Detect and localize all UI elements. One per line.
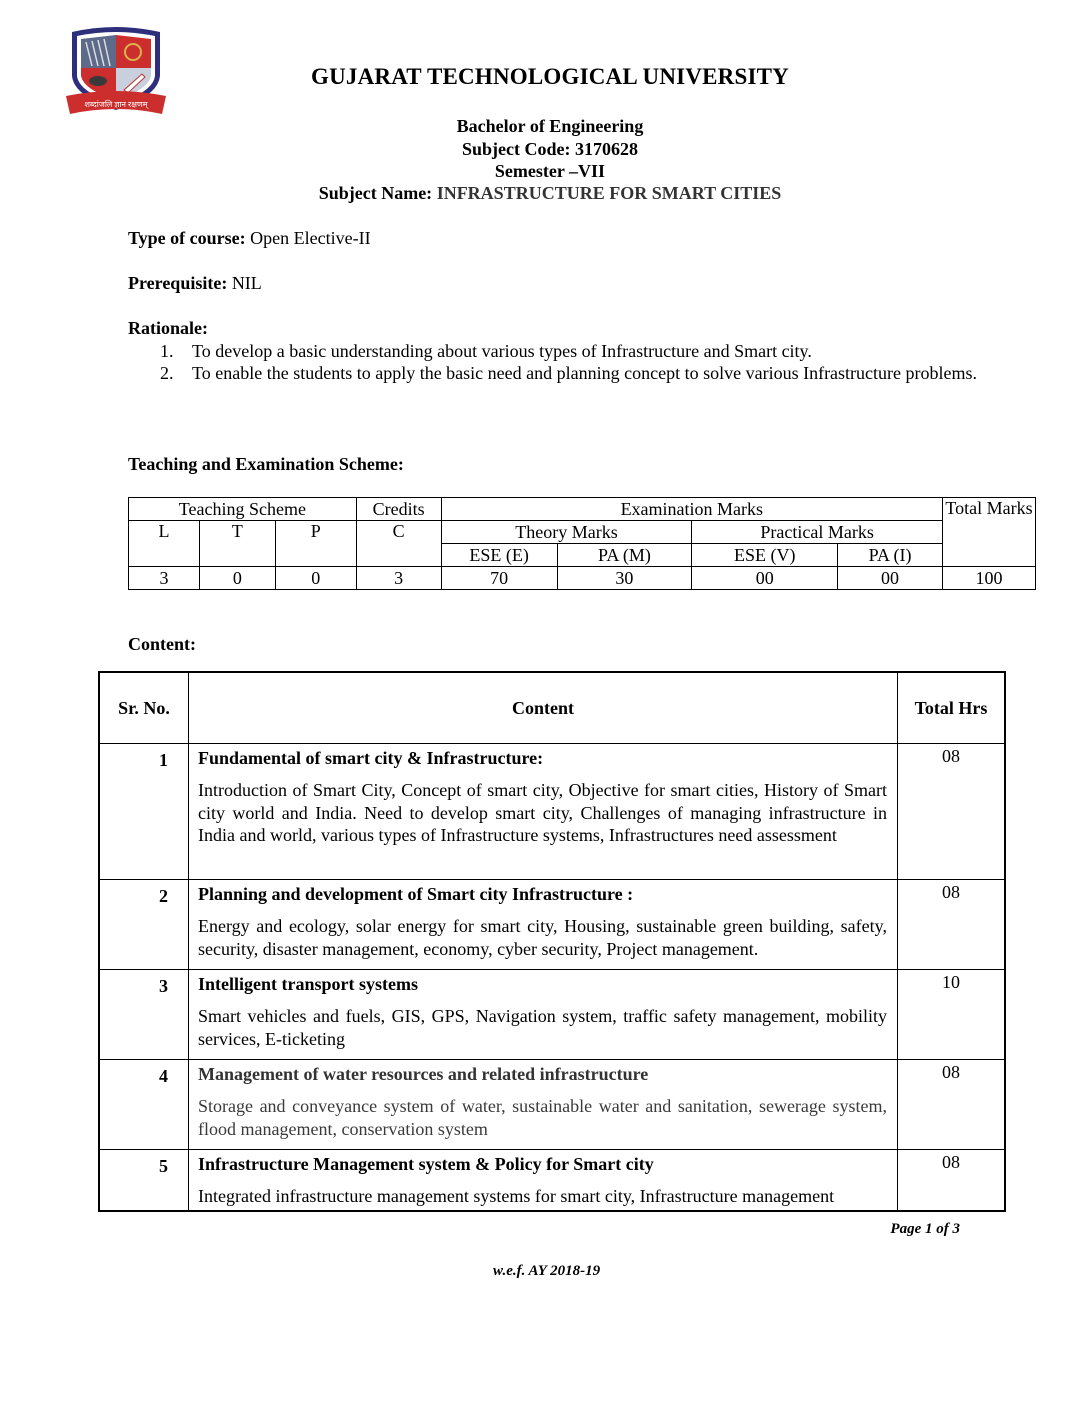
sr-no: 1: [99, 744, 189, 880]
pa-i-value: 00: [838, 567, 943, 590]
hours: 08: [898, 880, 1006, 970]
sr-no: 5: [99, 1150, 189, 1211]
ese-e-header: ESE (E): [441, 544, 557, 567]
hours: 08: [898, 1150, 1006, 1211]
total-value: 100: [942, 567, 1035, 590]
topic-title: Infrastructure Management system & Policy for Smart city: [198, 1154, 654, 1174]
l-value: 3: [129, 567, 200, 590]
page-number: Page 1 of 3: [890, 1221, 960, 1237]
subject-name: [0, 182, 1088, 205]
rationale-item: 2. To enable the students to apply the basic need and planning concept to solve various Infrastructure problems.: [160, 363, 978, 383]
topic-description: Energy and ecology, solar energy for smart city, Housing, sustainable green building, safety, security, disaster management, economy, cyber security, Project management.: [198, 916, 887, 959]
sr-no: 4: [99, 1060, 189, 1150]
t-value: 0: [199, 567, 275, 590]
prerequisite-value: NIL: [231, 273, 262, 293]
content-header: Content: [189, 672, 898, 744]
c-header: C: [356, 521, 441, 567]
course-type-value: Open Elective-II: [250, 228, 371, 248]
topic-description: Smart vehicles and fuels, GIS, GPS, Navigation system, traffic safety management, mobility services, E-ticketing: [198, 1006, 887, 1049]
total-hrs-header: Total Hrs: [898, 672, 1006, 744]
credits-header: Credits: [356, 498, 441, 521]
teaching-scheme-header: Teaching Scheme: [129, 498, 357, 521]
sr-no: 3: [99, 970, 189, 1060]
hours: 08: [898, 744, 1006, 880]
content-heading: Content:: [128, 634, 196, 654]
topic-description: Storage and conveyance system of water, sustainable water and sanitation, sewerage system, flood management, conservation system: [198, 1096, 887, 1139]
subject-code: Subject Code: 3170628: [462, 139, 638, 159]
sr-no: 2: [99, 880, 189, 970]
total-marks-header: Total Marks: [942, 498, 1035, 567]
pa-m-header: PA (M): [557, 544, 692, 567]
prerequisite-label: Prerequisite:: [128, 273, 228, 293]
degree: Bachelor of Engineering: [456, 116, 644, 136]
practical-marks-header: Practical Marks: [692, 521, 943, 544]
hours: 08: [898, 1060, 1006, 1150]
university-title: GUJARAT TECHNOLOGICAL UNIVERSITY: [310, 64, 789, 89]
c-value: 3: [356, 567, 441, 590]
rationale-list: [160, 340, 1000, 384]
table-row: [99, 1150, 1005, 1211]
subject-name-label: Subject Name:: [318, 183, 433, 203]
topic-title: Intelligent transport systems: [198, 974, 418, 994]
pa-m-value: 30: [557, 567, 692, 590]
table-row: [99, 1060, 1005, 1150]
theory-marks-header: Theory Marks: [441, 521, 692, 544]
sr-no-header: Sr. No.: [99, 672, 189, 744]
p-header: P: [275, 521, 356, 567]
table-row: [99, 970, 1005, 1060]
rationale-heading: Rationale:: [128, 318, 208, 338]
prerequisite: [128, 273, 262, 294]
pa-i-header: PA (I): [838, 544, 943, 567]
effective-year: w.e.f. AY 2018-19: [493, 1263, 601, 1279]
t-header: T: [199, 521, 275, 567]
content-table: [98, 671, 1006, 1212]
course-type-label: Type of course:: [128, 228, 246, 248]
topic-description: Introduction of Smart City, Concept of smart city, Objective for smart cities, History of Smart city world and India. Need to develop smart city, Challenges of managing infrastructure in India and world, various types of Infrastructure systems, Infrastructures need assessment: [198, 780, 887, 845]
topic-description: Integrated infrastructure management systems for smart city, Infrastructure management: [198, 1186, 835, 1206]
topic-title: Planning and development of Smart city Infrastructure :: [198, 884, 634, 904]
scheme-heading: Teaching and Examination Scheme:: [128, 454, 404, 474]
course-type: [128, 228, 371, 249]
subject-name-value: INFRASTRUCTURE FOR SMART CITIES: [436, 183, 782, 203]
ese-v-header: ESE (V): [692, 544, 838, 567]
p-value: 0: [275, 567, 356, 590]
teaching-exam-scheme-table: [128, 497, 1036, 590]
content-header-row: [99, 672, 1005, 744]
table-row: [99, 880, 1005, 970]
semester: Semester –VII: [494, 161, 606, 181]
l-header: L: [129, 521, 200, 567]
ese-e-value: 70: [441, 567, 557, 590]
topic-title: Management of water resources and related infrastructure: [198, 1064, 649, 1084]
ese-v-value: 00: [692, 567, 838, 590]
rationale-item: 1. To develop a basic understanding about various types of Infrastructure and Smart city.: [160, 341, 812, 361]
svg-text:शब्दांजलि ज्ञान रक्षणम्: शब्दांजलि ज्ञान रक्षणम्: [84, 100, 148, 109]
exam-marks-header: Examination Marks: [441, 498, 942, 521]
hours: 10: [898, 970, 1006, 1060]
topic-title: Fundamental of smart city & Infrastructure:: [198, 748, 544, 768]
table-row: [99, 744, 1005, 880]
